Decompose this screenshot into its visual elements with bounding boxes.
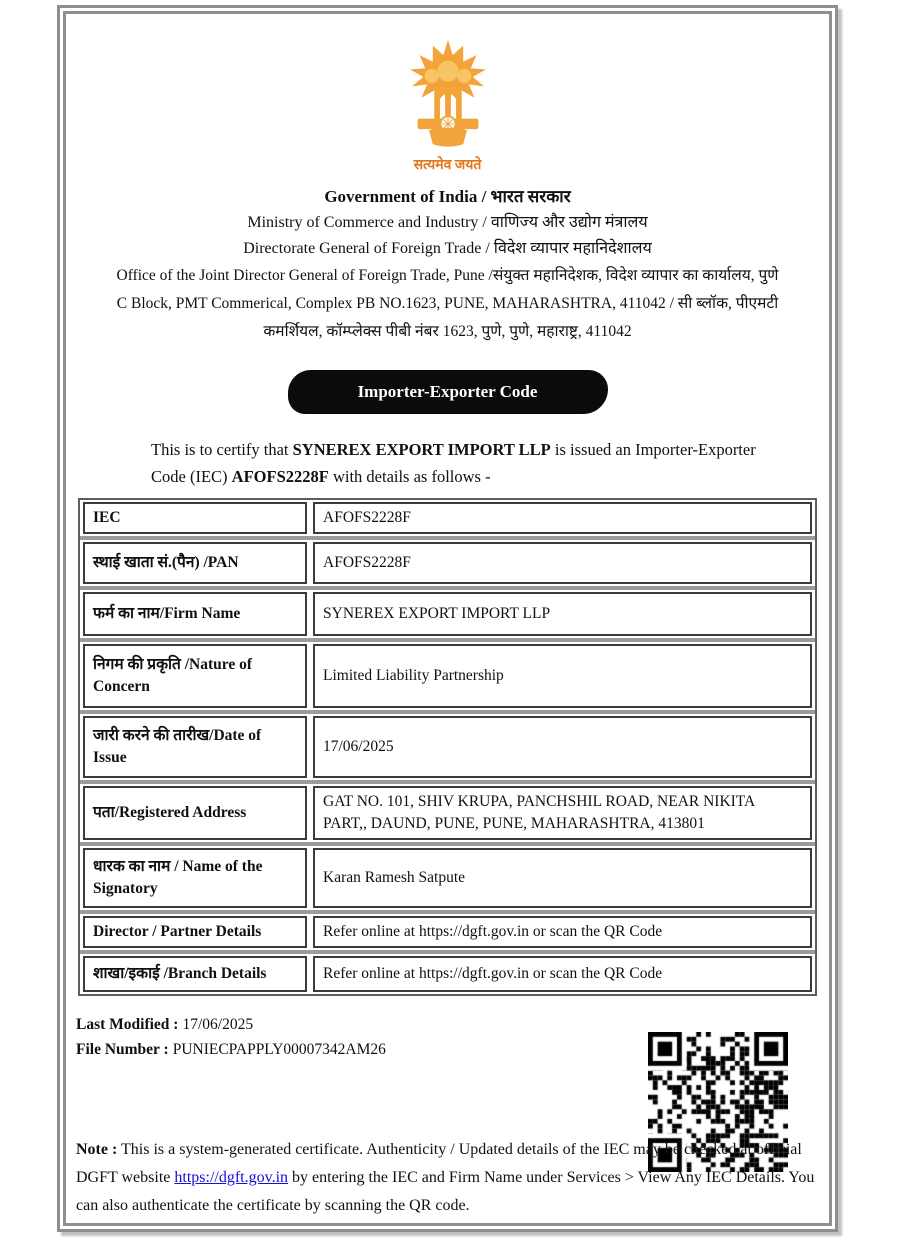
- firm-name: SYNEREX EXPORT IMPORT LLP: [292, 440, 551, 459]
- header-office-line3: कमर्शियल, कॉम्प्लेक्स पीबी नंबर 1623, पुणे, पुणे, महाराष्ट्र, 411042: [263, 323, 632, 340]
- note-label: Note :: [76, 1141, 118, 1158]
- row-label: शाखा/इकाई /Branch Details: [83, 956, 307, 992]
- file-number-value: PUNIECPAPPLY00007342AM26: [172, 1041, 386, 1058]
- note-paragraph: [76, 1136, 818, 1220]
- row-value: SYNEREX EXPORT IMPORT LLP: [313, 592, 812, 636]
- table-row: [80, 536, 815, 586]
- note-text-after-link: by entering the IEC and Firm Name under Services > View Any IEC Details. You can also authenticate the certificate by scanning the QR code.: [76, 1169, 815, 1214]
- row-value: AFOFS2228F: [313, 502, 812, 534]
- row-label: धारक का नाम / Name of the Signatory: [83, 848, 307, 908]
- emblem-motto: सत्यमेव जयते: [413, 158, 482, 173]
- row-value: Karan Ramesh Satpute: [313, 848, 812, 908]
- row-label: पता/Registered Address: [83, 786, 307, 840]
- table-row: [80, 950, 815, 994]
- details-table: [78, 498, 817, 996]
- table-row: [80, 842, 815, 910]
- row-value: AFOFS2228F: [313, 542, 812, 584]
- table-row: [80, 710, 815, 780]
- header-directorate: Directorate General of Foreign Trade / विदेश व्यापार महानिदेशालय: [243, 240, 652, 257]
- file-number-label: File Number :: [76, 1041, 169, 1058]
- row-label: IEC: [83, 502, 307, 534]
- certificate-body: [63, 11, 832, 1226]
- certification-statement: [151, 436, 776, 490]
- header-office-line1: Office of the Joint Director General of Foreign Trade, Pune /संयुक्त महानिदेशक, विदेश व्यापार का कार्यालय, पुणे: [116, 267, 779, 284]
- row-label: स्थाई खाता सं.(पैन) /PAN: [83, 542, 307, 584]
- table-row: [80, 500, 815, 536]
- table-row: [80, 910, 815, 950]
- header-office-line2: C Block, PMT Commerical, Complex PB NO.1623, PUNE, MAHARASHTRA, 411042 / सी ब्लॉक, पीएमटी: [116, 295, 779, 312]
- iec-title-badge: [288, 370, 608, 414]
- header-government-of-india: Government of India / भारत सरकार: [324, 187, 571, 206]
- row-value: Limited Liability Partnership: [313, 644, 812, 708]
- row-value: 17/06/2025: [313, 716, 812, 778]
- certify-suffix: with details as follows -: [328, 467, 491, 486]
- row-label: जारी करने की तारीख/Date of Issue: [83, 716, 307, 778]
- last-modified-value: 17/06/2025: [182, 1016, 254, 1033]
- dgft-link[interactable]: https://dgft.gov.in: [174, 1169, 289, 1186]
- row-label: Director / Partner Details: [83, 916, 307, 948]
- row-value: Refer online at https://dgft.gov.in or scan the QR Code: [313, 916, 812, 948]
- certificate-page: [57, 5, 838, 1232]
- row-label: निगम की प्रकृति /Nature of Concern: [83, 644, 307, 708]
- table-row: [80, 638, 815, 710]
- header-ministry: Ministry of Commerce and Industry / वाणिज्य और उद्योग मंत्रालय: [247, 214, 648, 231]
- last-modified-label: Last Modified :: [76, 1016, 179, 1033]
- india-national-emblem-icon: [66, 38, 829, 174]
- row-value: Refer online at https://dgft.gov.in or scan the QR Code: [313, 956, 812, 992]
- table-row: [80, 780, 815, 842]
- iec-code: AFOFS2228F: [231, 467, 329, 486]
- certify-prefix: This is to certify that: [151, 440, 293, 459]
- row-label: फर्म का नाम/Firm Name: [83, 592, 307, 636]
- iec-title-badge-label: Importer-Exporter Code: [357, 382, 538, 401]
- certify-middle: is issued an Importer-Exporter Code (IEC): [151, 440, 756, 486]
- row-value: GAT NO. 101, SHIV KRUPA, PANCHSHIL ROAD, NEAR NIKITA PART,, DAUND, PUNE, PUNE, MAHARASHTRA, 413801: [313, 786, 812, 840]
- table-row: [80, 586, 815, 638]
- note-text-before-link: This is a system-generated certificate. Authenticity / Updated details of the IEC may be checked at official DGFT website: [76, 1141, 802, 1186]
